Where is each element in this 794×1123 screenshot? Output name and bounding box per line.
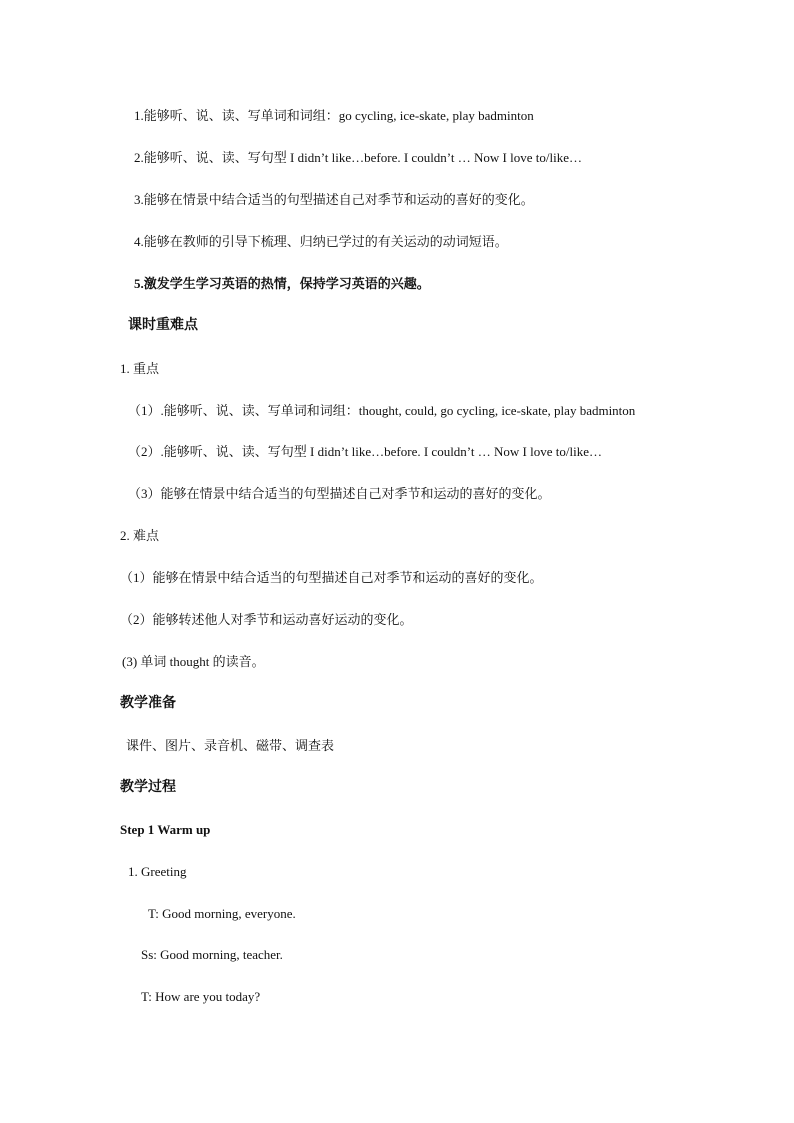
difficult-point-3: (3) 单词 thought 的读音。 bbox=[122, 654, 265, 669]
key-difficult-heading: 课时重难点 bbox=[128, 318, 198, 333]
objective-5: 5.激发学生学习英语的热情，保持学习英语的兴趣。 bbox=[134, 276, 430, 291]
preparation-heading: 教学准备 bbox=[120, 696, 176, 711]
objective-4: 4.能够在教师的引导下梳理、归纳已学过的有关运动的动词短语。 bbox=[134, 234, 508, 249]
step-1-heading: Step 1 Warm up bbox=[120, 822, 211, 837]
preparation-content: 课件、图片、录音机、磁带、调查表 bbox=[126, 738, 335, 753]
process-heading: 教学过程 bbox=[120, 780, 176, 795]
dialogue-line-1: T: Good morning, everyone. bbox=[148, 906, 296, 921]
key-point-2: （2）.能够听、说、读、写句型 I didn’t like…before. I couldn’t … Now I love to/like… bbox=[128, 444, 602, 459]
difficult-point-1: （1）能够在情景中结合适当的句型描述自己对季节和运动的喜好的变化。 bbox=[120, 570, 543, 585]
difficult-point-2: （2）能够转述他人对季节和运动喜好运动的变化。 bbox=[120, 612, 413, 627]
objective-2: 2.能够听、说、读、写句型 I didn’t like…before. I couldn’t … Now I love to/like… bbox=[134, 150, 582, 165]
greeting-label: 1. Greeting bbox=[128, 864, 187, 879]
difficult-points-label: 2. 难点 bbox=[120, 528, 160, 543]
dialogue-line-2: Ss: Good morning, teacher. bbox=[141, 947, 283, 962]
objective-1: 1.能够听、说、读、写单词和词组：go cycling, ice-skate, play badminton bbox=[134, 108, 534, 123]
key-points-label: 1. 重点 bbox=[120, 361, 160, 376]
dialogue-line-3: T: How are you today? bbox=[141, 989, 261, 1004]
objective-3: 3.能够在情景中结合适当的句型描述自己对季节和运动的喜好的变化。 bbox=[134, 192, 534, 207]
key-point-1: （1）.能够听、说、读、写单词和词组：thought, could, go cycling, ice-skate, play badminton bbox=[128, 403, 636, 418]
key-point-3: （3）能够在情景中结合适当的句型描述自己对季节和运动的喜好的变化。 bbox=[128, 486, 551, 501]
